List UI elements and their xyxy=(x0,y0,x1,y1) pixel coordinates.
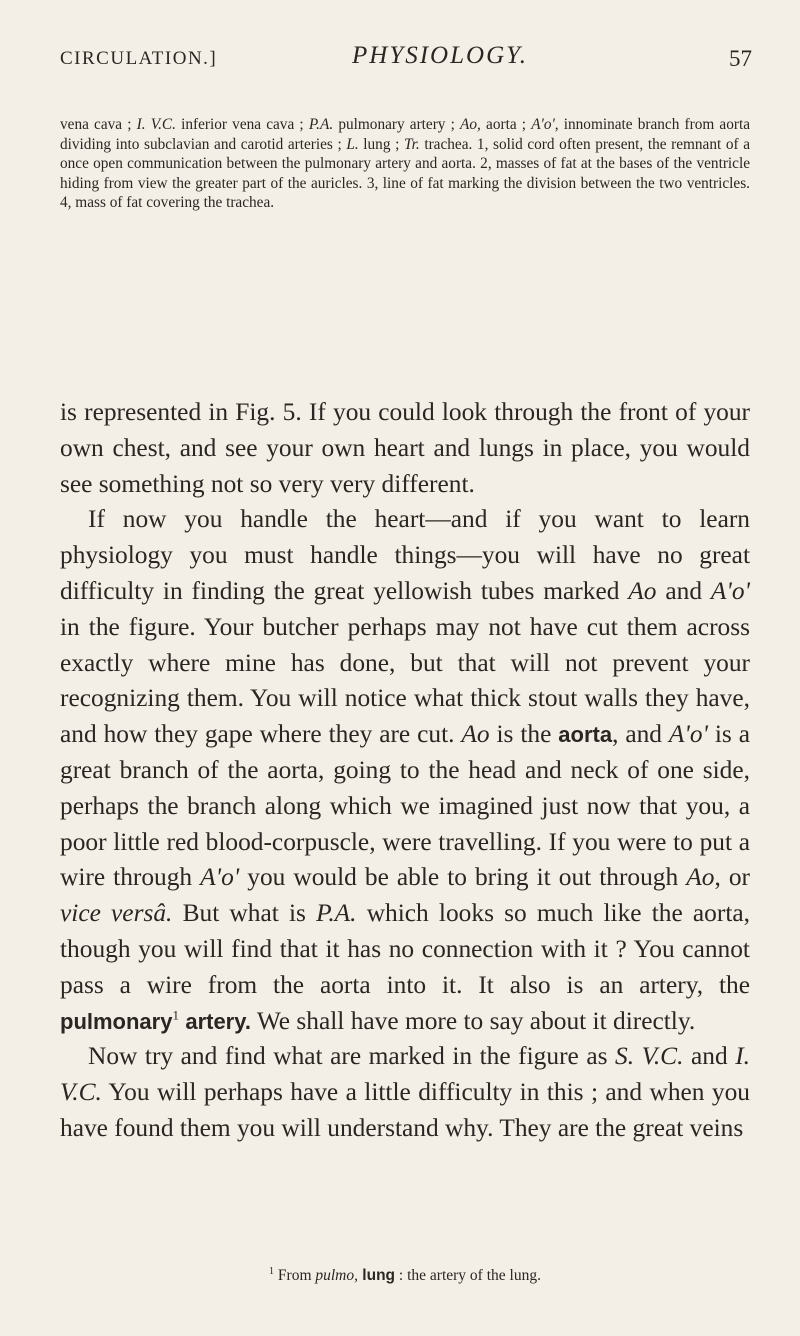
page-number: 57 xyxy=(729,46,752,71)
body-text xyxy=(60,395,750,1147)
footnote: $^1$ From pulmo, lung : the artery of the lung. xyxy=(269,1265,541,1284)
running-head xyxy=(60,40,752,80)
term-pulmonary: pulmonary xyxy=(60,1008,173,1034)
book-title: PHYSIOLOGY. xyxy=(352,42,528,69)
figure-caption: vena cava ; I. V.C. inferior vena cava ; P.A. pulmonary artery ; Ao, aorta ; A'o', innominate branch from aorta dividing into subclavian and carotid arteries ; L. lung ; Tr. trachea. 1, solid cord often present, the remnant of a once open communication between the pulmonary artery and aorta. 2, masses of fat at the bases of the ventricle hiding from view the greater part of the auricles. 3, line of fat marking the division between the two ventricles. 4, mass of fat covering the trachea. xyxy=(60,116,751,211)
footnote-ref: 1 xyxy=(172,1007,179,1023)
paragraph-2: If now you handle the heart—and if you want to learn physiology you must handle things—you will have no great difficulty in finding the great yellowish tubes marked Ao and A'o' in the figure. Your butcher perhaps may not have cut them across exactly where mine has done, but that will not prevent your recognizing them. You will notice what thick stout walls they have, and how they gape where they are cut. Ao is the aorta, and A'o' is a great branch of the aorta, going to the head and neck of one side, perhaps the branch along which we imagined just now that you, a poor little red blood-corpuscle, were travelling. If you were to put a wire through A'o' you would be able to bring it out through Ao, or vice versâ. But what is P.A. which looks so much like the aorta, though you will find that it has no connection with it ? You cannot pass a wire from the aorta into it. It also is an artery, the pulmonary$^1$ artery. We shall have more to say about it directly. xyxy=(60,505,750,1035)
section-label: CIRCULATION.] xyxy=(60,48,218,69)
term-artery: artery. xyxy=(185,1008,251,1034)
paragraph-3: Now try and find what are marked in the figure as S. V.C. and I. V.C. You will perhaps have a little difficulty in this ; and when you have found them you will understand why. They are the great veins xyxy=(60,1042,751,1142)
paragraph-1: is represented in Fig. 5. If you could look through the front of your own chest, and see your own heart and lungs in place, you would see something not so very very different. xyxy=(60,398,750,498)
term-aorta: aorta xyxy=(558,722,613,748)
